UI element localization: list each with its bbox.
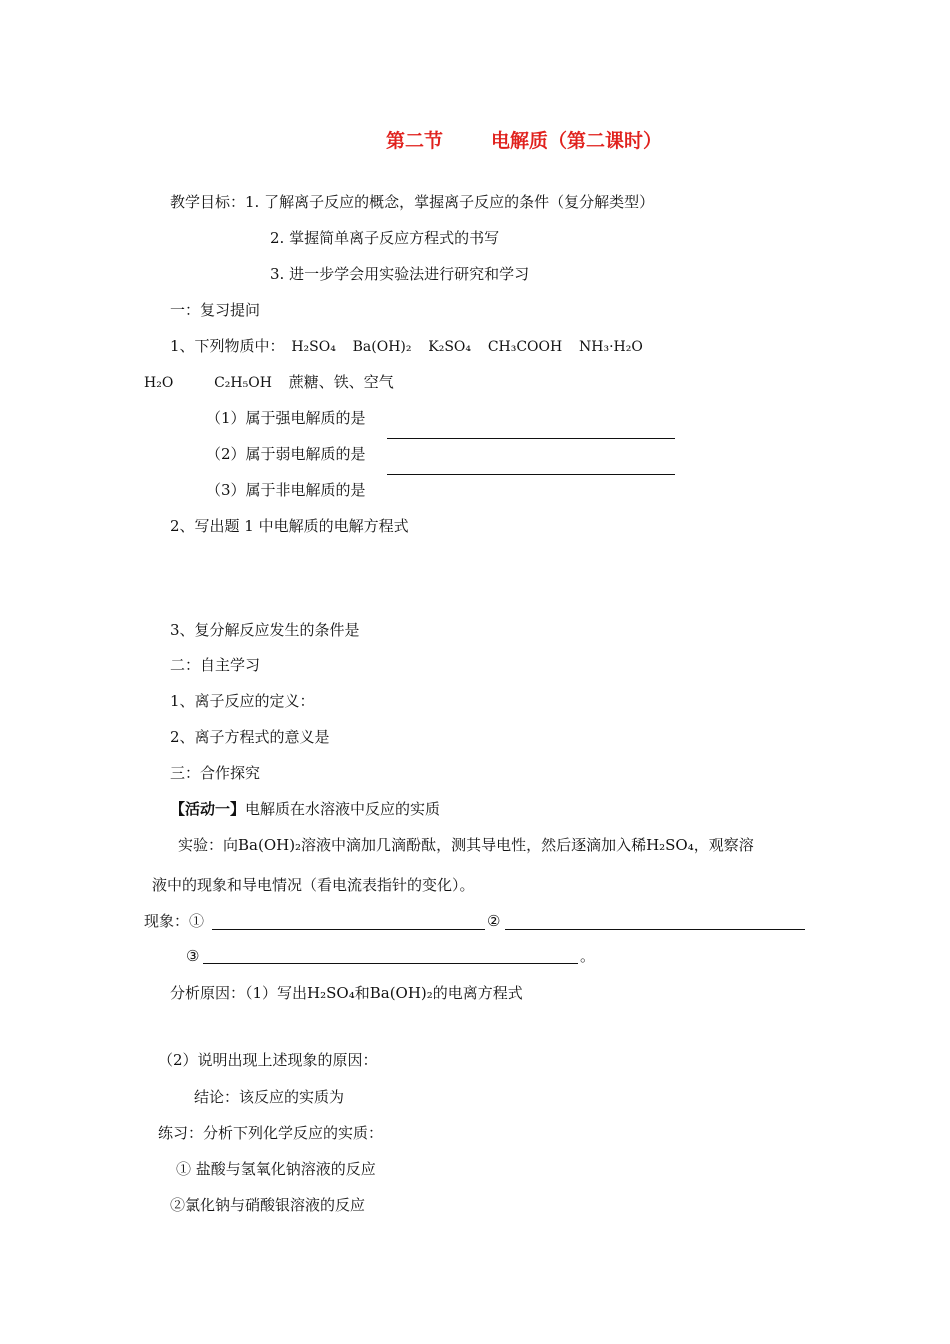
experiment-line-2: 液中的现象和导电情况（看电流表指针的变化）。 xyxy=(152,876,475,894)
objective-3: 3. 进一步学会用实验法进行研究和学习 xyxy=(270,265,530,283)
analysis-1: 分析原因：（1）写出H₂SO₄和Ba(OH)₂的电离方程式 xyxy=(170,984,523,1002)
phenomenon-2-marker: ② xyxy=(487,912,501,930)
phenomena-label: 现象：① xyxy=(144,912,205,930)
review-q1-a: （1）属于强电解质的是 xyxy=(206,409,366,427)
title-topic: 电解质（第二课时） xyxy=(491,130,663,152)
phenomenon-3-blank xyxy=(203,963,578,964)
self-study-q2: 2、离子方程式的意义是 xyxy=(170,728,330,746)
objective-2: 2. 掌握简单离子反应方程式的书写 xyxy=(270,229,500,247)
review-q1-line2 xyxy=(144,372,394,393)
page-title xyxy=(386,126,662,153)
review-q1-c: （3）属于非电解质的是 xyxy=(206,481,366,499)
analysis-2: （2）说明出现上述现象的原因： xyxy=(158,1051,378,1069)
phenomenon-1-blank xyxy=(212,929,485,930)
phenomenon-2-blank xyxy=(505,929,805,930)
formula-k2so4: K₂SO₄ xyxy=(428,339,472,355)
formula-nh3h2o: NH₃·H₂O xyxy=(579,339,643,355)
formula-h2o: H₂O xyxy=(144,375,174,391)
review-q1 xyxy=(170,336,643,357)
exercise-1: ① 盐酸与氢氧化钠溶液的反应 xyxy=(176,1160,376,1178)
self-study-heading: 二：自主学习 xyxy=(170,656,261,674)
experiment-line-1: 实验：向Ba(OH)₂溶液中滴加几滴酚酞，测其导电性，然后逐滴加入稀H₂SO₄，观察溶 xyxy=(178,836,754,854)
activity-title: 电解质在水溶液中反应的实质 xyxy=(245,800,441,818)
self-study-q1: 1、离子反应的定义： xyxy=(170,692,315,710)
formula-h2so4: H₂SO₄ xyxy=(291,339,336,355)
review-q1-prefix: 1、下列物质中： xyxy=(170,337,285,355)
review-q1-b: （2）属于弱电解质的是 xyxy=(206,445,366,463)
answer-line-strong xyxy=(387,438,675,439)
activity-one xyxy=(170,799,440,819)
activity-bracket: 【活动一】 xyxy=(170,800,246,818)
formula-baoh2: Ba(OH)₂ xyxy=(352,339,412,355)
review-q1-rest: 蔗糖、铁、空气 xyxy=(288,373,394,391)
formula-ch3cooh: CH₃COOH xyxy=(487,339,563,355)
answer-line-weak xyxy=(387,474,675,475)
formula-c2h5oh: C₂H₅OH xyxy=(214,375,272,391)
exercise-heading: 练习：分析下列化学反应的实质： xyxy=(158,1124,384,1142)
title-section: 第二节 xyxy=(386,130,444,152)
review-heading: 一：复习提问 xyxy=(170,301,261,319)
review-q3: 3、复分解反应发生的条件是 xyxy=(170,621,360,639)
objective-1: 教学目标：1. 了解离子反应的概念，掌握离子反应的条件（复分解类型） xyxy=(170,193,655,211)
review-q2: 2、写出题 1 中电解质的电解方程式 xyxy=(170,517,409,535)
phenomenon-period: 。 xyxy=(580,947,596,965)
conclusion: 结论：该反应的实质为 xyxy=(194,1088,345,1106)
phenomenon-3-marker: ③ xyxy=(186,947,200,965)
exercise-2: ②氯化钠与硝酸银溶液的反应 xyxy=(170,1196,366,1214)
inquiry-heading: 三：合作探究 xyxy=(170,764,261,782)
